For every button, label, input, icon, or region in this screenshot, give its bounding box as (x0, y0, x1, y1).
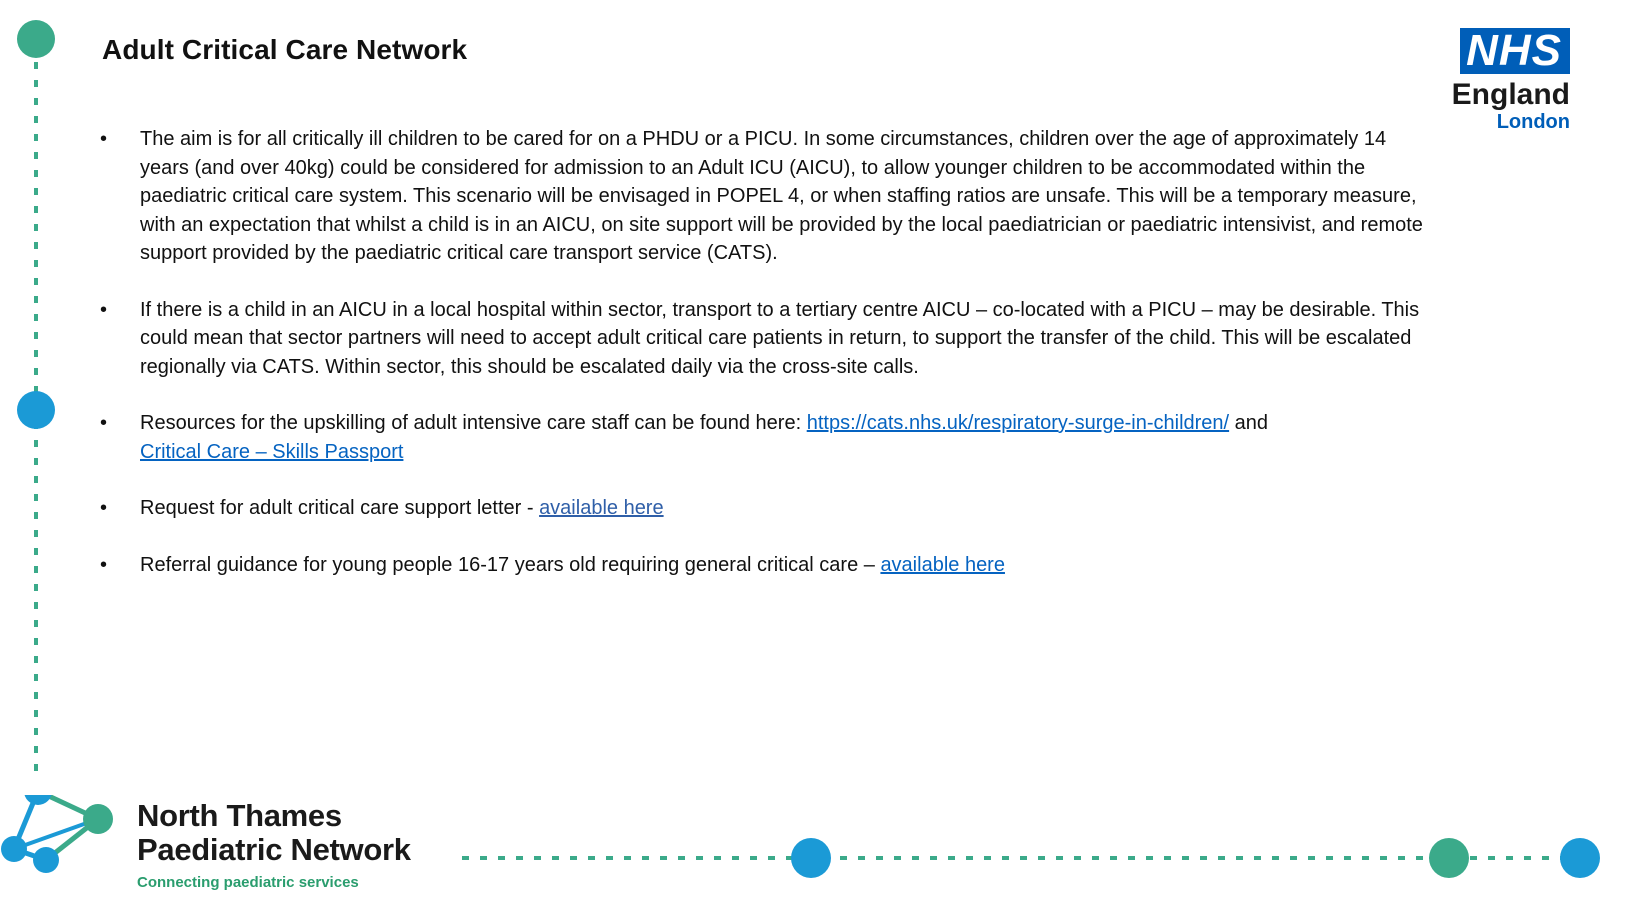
nhs-england-london-logo (1440, 28, 1570, 133)
bullet-marker: • (100, 412, 108, 434)
timeline-node-blue-bottom-1 (791, 838, 831, 878)
timeline-node-teal-bottom (1429, 838, 1469, 878)
bullet-list (100, 125, 1440, 607)
network-name-line1: North Thames (137, 798, 342, 833)
bullet-item (100, 296, 1440, 382)
bullet-text: Request for adult critical care support letter - (140, 497, 540, 519)
bullet-connector-text: and (1229, 412, 1269, 434)
bullet-item (100, 494, 1440, 523)
nhs-badge: NHS (1460, 28, 1570, 74)
bullet-marker: • (100, 497, 108, 519)
bullet-text: If there is a child in an AICU in a local hospital within sector, transport to a tertiary centre AICU – co-located with a PICU – may be desirable. This could mean that sector partners will need to accept adult critical care patients in return, to support the transfer of the child. This will be escalated regionally via CATS. Within sector, this should be escalated daily via the cross-site calls. (140, 298, 1420, 378)
timeline-node-teal-top (17, 20, 55, 58)
network-molecule-icon (0, 795, 130, 895)
network-name-line2: Paediatric Network (137, 832, 411, 867)
nhs-region-label: England (1451, 78, 1570, 111)
bullet-text: Referral guidance for young people 16-17 years old requiring general critical care – (140, 553, 881, 576)
page-title: Adult Critical Care Network (102, 34, 468, 65)
bullet-text: The aim is for all critically ill children to be cared for on a PHDU or a PICU. In some circumstances, children over the age of approximately 14 years (and over 40kg) could be considered for admission to an Adult ICU (AICU), to allow younger children to be accommodated within the paediatric critical care system. This scenario will be envisaged in POPEL 4, or when staffing ratios are unsafe. This will be a temporary measure, with an expectation that whilst a child is in an AICU, on site support will be provided by the local paediatrician or paediatric intensivist, and remote support provided by the paediatric critical care transport service (CATS). (140, 128, 1423, 264)
bullet-marker: • (100, 553, 108, 576)
timeline-node-blue-mid (17, 391, 55, 429)
bullet-item (100, 551, 1440, 580)
referral-guidance-link[interactable]: available here (880, 553, 1005, 576)
bullet-item (100, 409, 1440, 466)
network-tagline: Connecting paediatric services (137, 874, 359, 891)
bullet-item (100, 125, 1440, 268)
skills-passport-link[interactable]: Critical Care – Skills Passport (140, 440, 404, 463)
north-thames-paediatric-network-logo (0, 795, 440, 895)
timeline-node-blue-bottom-2 (1560, 838, 1600, 878)
bullet-text: Resources for the upskilling of adult intensive care staff can be found here: (140, 412, 807, 434)
nhs-sub-label: London (1496, 111, 1570, 133)
support-letter-link[interactable]: available here (539, 497, 664, 519)
bullet-marker: • (100, 298, 108, 321)
cats-respiratory-surge-link[interactable]: https://cats.nhs.uk/respiratory-surge-in-children/ (806, 412, 1230, 434)
bullet-marker: • (100, 128, 108, 150)
